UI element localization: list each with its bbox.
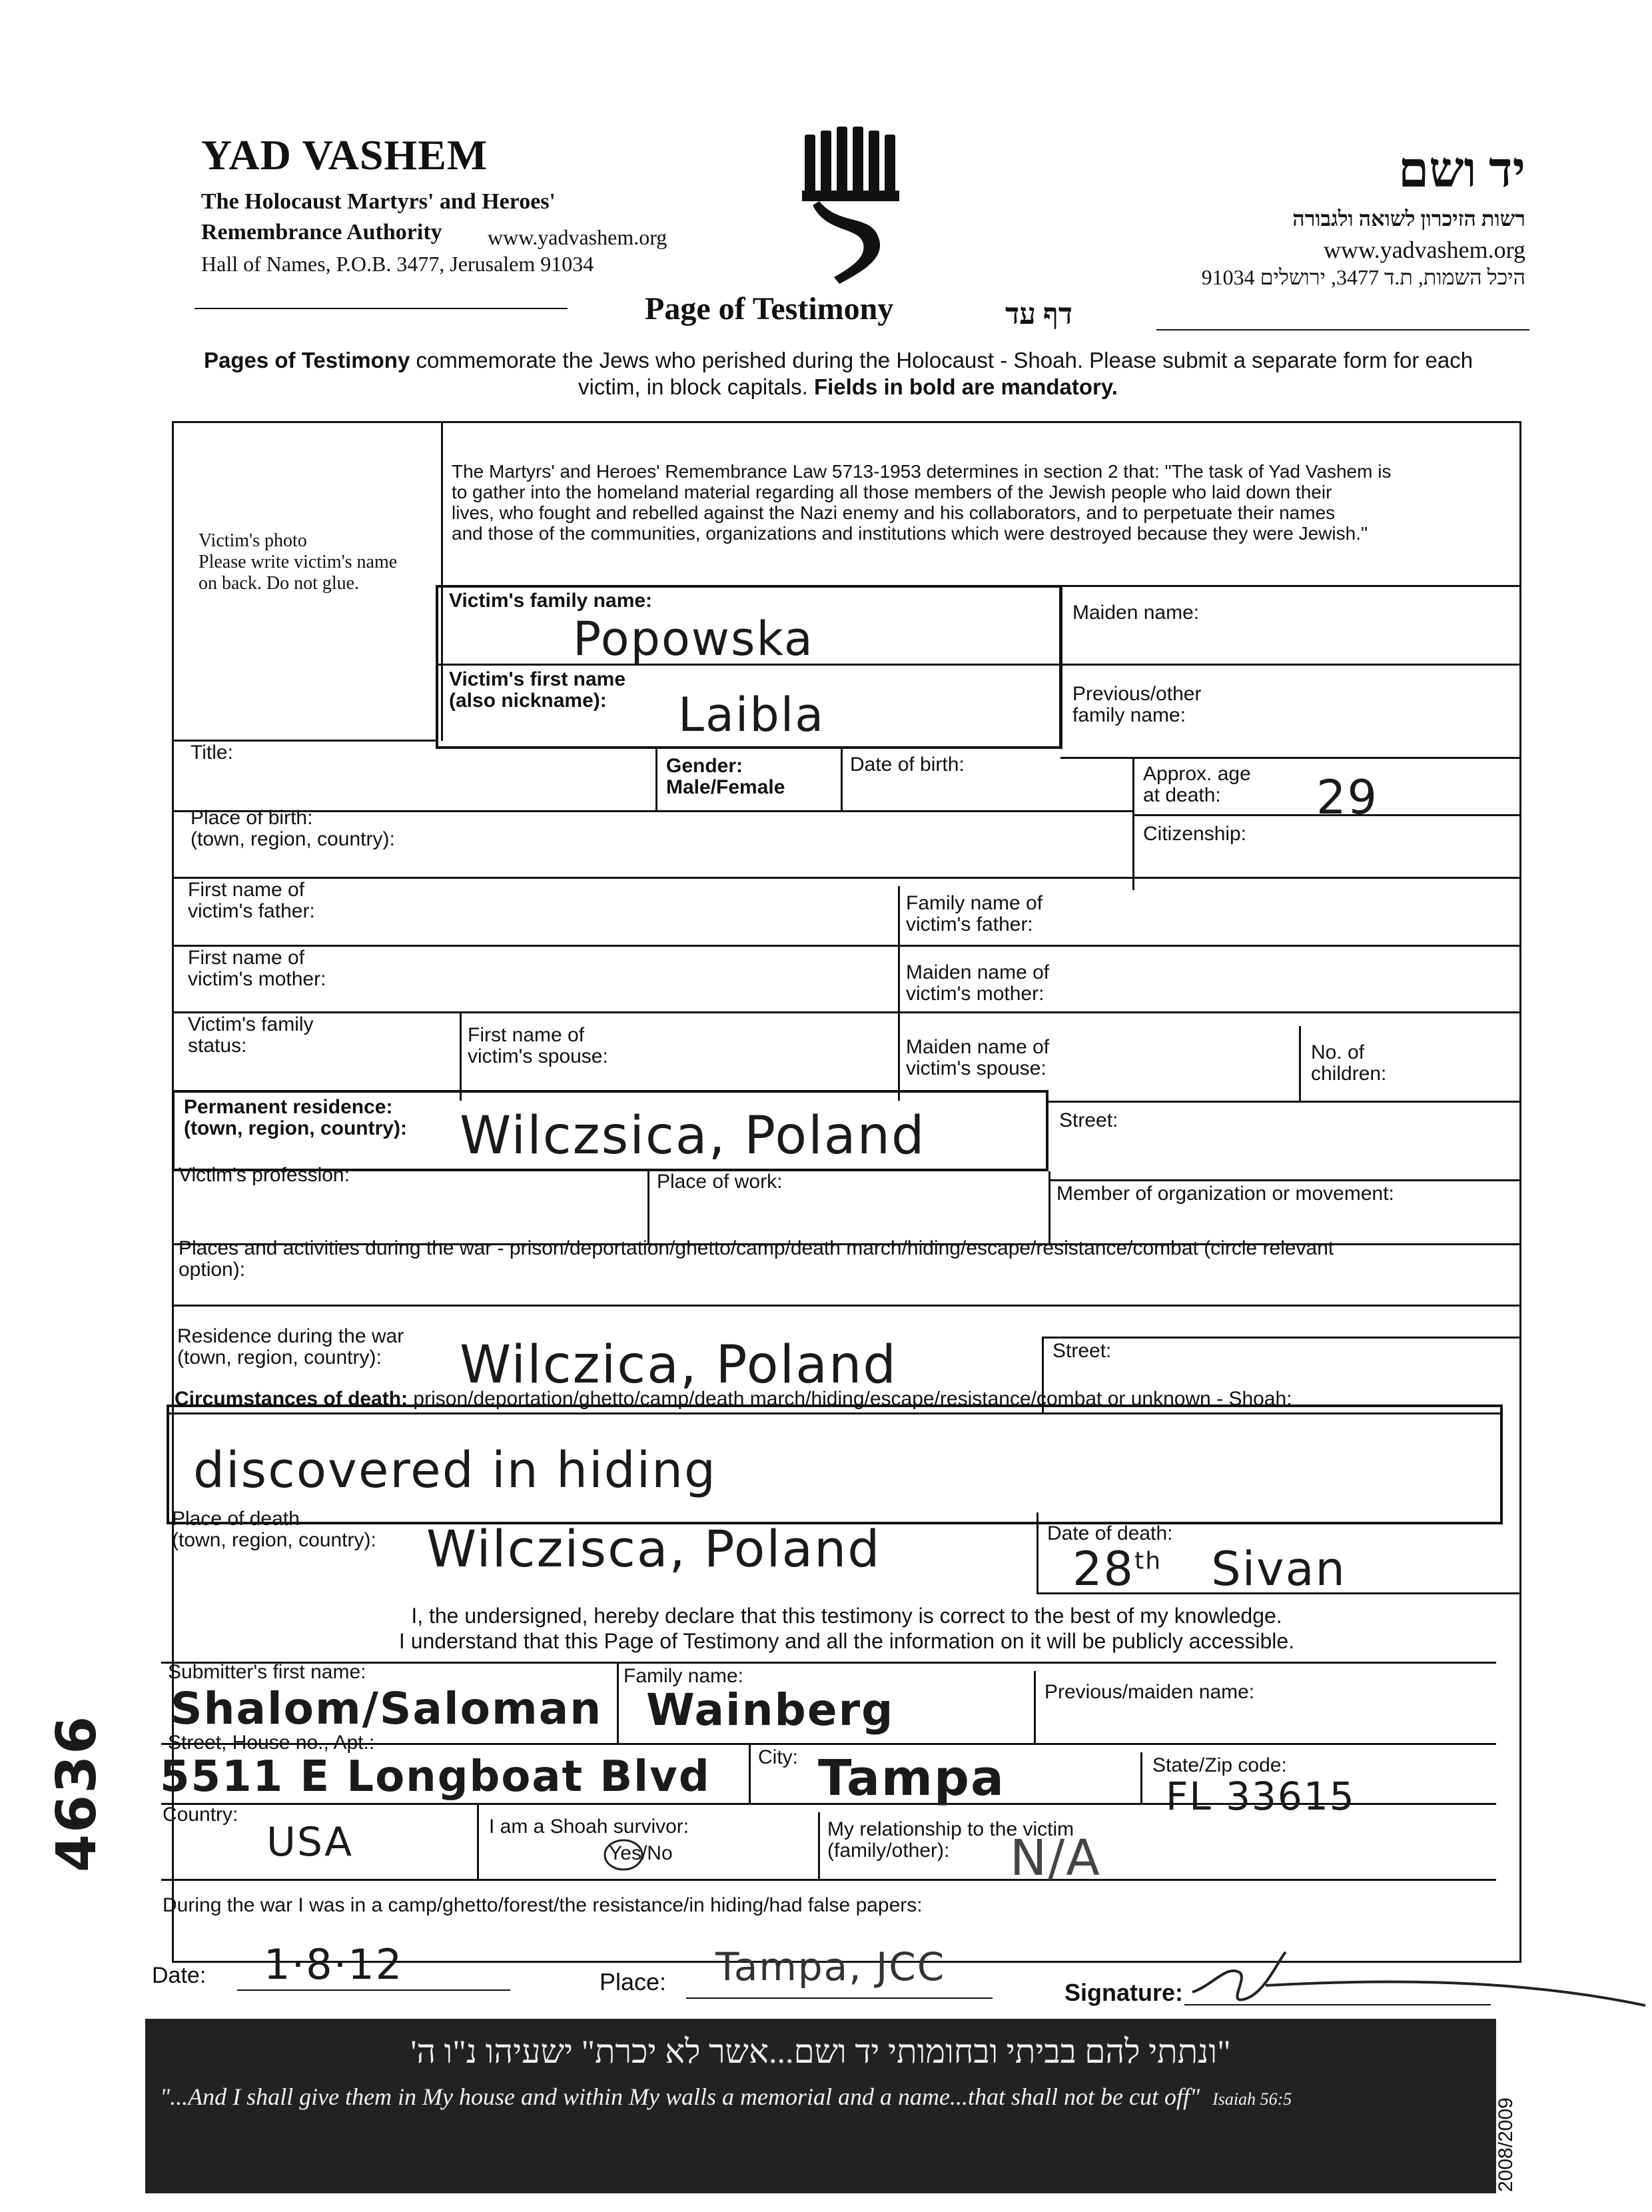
children-label-1: No. of: [1311, 1041, 1365, 1063]
date-value[interactable]: 1·8·12: [264, 1940, 404, 1989]
previous-family-label-2: family name:: [1072, 704, 1186, 726]
maiden-name-label: Maiden name:: [1072, 602, 1200, 624]
mother-maiden-label-2: victim's mother:: [906, 983, 1044, 1005]
declaration-line-2: I understand that this Page of Testimony and all the information on it will be publicly accessible.: [398, 1629, 1295, 1653]
page-title: Page of Testimony: [645, 291, 894, 326]
pob-label-2: (town, region, country):: [191, 828, 395, 850]
div-dod: [1036, 1512, 1038, 1592]
div-sub-city: [749, 1743, 751, 1803]
perm-residence-value[interactable]: Wilczsica, Poland: [460, 1106, 926, 1166]
gender-label-1: Gender:: [666, 755, 743, 777]
spouse-maiden-label-1: Maiden name of: [906, 1036, 1050, 1058]
intro-line-1: [204, 348, 1473, 373]
hebrew-address: היכל השמות, ת.ד 3477, ירושלים 91034: [1201, 265, 1525, 289]
rule-mother: [172, 945, 1521, 947]
org-subtitle: The Holocaust Martyrs' and Heroes': [201, 189, 556, 214]
header-rule-left: [195, 308, 568, 309]
age-value[interactable]: 29: [1316, 770, 1379, 825]
org-subtitle-2: Remembrance Authority: [201, 220, 442, 245]
place-label: Place:: [600, 1968, 667, 1995]
father-first-label: [188, 879, 315, 922]
relation-value[interactable]: N/A: [1010, 1830, 1101, 1887]
age-label: [1143, 764, 1251, 806]
circumstances-label-bold: Circumstances of death:: [175, 1388, 408, 1410]
relation-label-2: (family/other):: [827, 1840, 950, 1862]
mother-maiden-label: [906, 962, 1049, 1005]
pod-label: [172, 1508, 376, 1551]
war-street-label: Street:: [1052, 1340, 1112, 1362]
pob-label-1: Place of birth:: [191, 807, 313, 829]
war-residence-label-1: Residence during the war: [177, 1325, 404, 1347]
work-label: Place of work:: [657, 1171, 783, 1193]
spouse-first-label: [468, 1025, 608, 1067]
survivor-yes-no[interactable]: Yes/No: [609, 1842, 673, 1864]
date-label: Date:: [152, 1963, 206, 1988]
photo-label-2: Please write victim's name: [199, 552, 398, 572]
places-label: [179, 1238, 1334, 1281]
div-relation: [818, 1812, 820, 1879]
dod-suffix: th: [1134, 1547, 1162, 1575]
declaration-line-1: I, the undersigned, hereby declare that this testimony is correct to the best of my knowledge.: [411, 1604, 1282, 1628]
family-status-label-1: Victim's family: [188, 1013, 314, 1035]
mother-first-label-1: First name of: [188, 947, 305, 969]
rule-father: [172, 877, 1521, 879]
submitter-first-value[interactable]: Shalom/Saloman: [171, 1683, 603, 1734]
war-residence-label-2: (town, region, country):: [177, 1347, 382, 1369]
spouse-maiden-label: [906, 1037, 1049, 1079]
rule-title-2: [1060, 757, 1521, 759]
place-line: [686, 1997, 993, 1999]
submitter-state-value[interactable]: FL 33615: [1166, 1774, 1356, 1819]
children-label: [1311, 1042, 1386, 1085]
org-address: Hall of Names, P.O.B. 3477, Jerusalem 91034: [201, 252, 594, 276]
org-website[interactable]: www.yadvashem.org: [488, 225, 667, 249]
banner-english-quote: "...And I shall give them in My house and within My walls a memorial and a name...that shall not be cut off": [160, 2083, 1200, 2110]
family-status-label: [188, 1014, 314, 1057]
survivor-circle-mark: [602, 1836, 645, 1874]
citizenship-label: Citizenship:: [1143, 823, 1247, 845]
circumstances-label: [175, 1388, 1292, 1410]
pob-label: [191, 808, 395, 850]
places-label-2: option):: [179, 1259, 246, 1281]
relation-label-1: My relationship to the victim: [827, 1818, 1074, 1840]
submitter-street-label: Street, House no., Apt.:: [168, 1732, 375, 1754]
signature-mark-icon: [1186, 1939, 1652, 2019]
profession-label: Victim's profession:: [179, 1164, 350, 1186]
banner-hebrew: "ונתתי להם בביתי ובחומותי יד ושם...אשר לא יכרת" ישעיהו נ"ו ה': [410, 2033, 1231, 2070]
pod-label-2: (town, region, country):: [172, 1529, 376, 1551]
photo-label-3: on back. Do not glue.: [199, 573, 360, 594]
intro-text-2: victim, in block capitals.: [578, 374, 814, 399]
submitter-family-value[interactable]: Wainberg: [646, 1684, 895, 1736]
intro-bold: Pages of Testimony: [204, 348, 410, 372]
first-name-value[interactable]: Laibla: [678, 688, 825, 742]
father-first-label-1: First name of: [188, 879, 305, 901]
perm-residence-label-2: (town, region, country):: [184, 1117, 407, 1139]
pod-label-1: Place of death: [172, 1508, 300, 1530]
first-name-label-2: (also nickname):: [449, 690, 607, 712]
gender-label-2: Male/Female: [666, 776, 785, 798]
side-number: 4636: [45, 1714, 109, 1872]
law-line-1: The Martyrs' and Heroes' Remembrance Law 5713-1953 determines in section 2 that: "The task of Yad Vashem is: [452, 461, 1392, 482]
rule-profession: [1048, 1179, 1521, 1181]
age-label-2: at death:: [1143, 784, 1221, 806]
dod-month: Sivan: [1211, 1542, 1346, 1596]
div-survivor: [477, 1803, 479, 1879]
mother-maiden-label-1: Maiden name of: [906, 961, 1050, 983]
father-first-label-2: victim's father:: [188, 900, 315, 922]
places-label-1: Places and activities during the war - prison/deportation/ghetto/camp/death march/hiding/escape/resistance/combat (circle relevant: [179, 1237, 1334, 1259]
father-family-label-2: victim's father:: [906, 913, 1033, 935]
first-name-label: [449, 669, 625, 712]
div-father: [898, 886, 900, 1101]
rule-perm: [1048, 1101, 1521, 1103]
div-work: [647, 1171, 649, 1243]
div-children: [1299, 1026, 1301, 1101]
div-maiden: [1060, 585, 1062, 749]
mother-first-label: [188, 947, 326, 990]
date-line: [237, 1989, 510, 1991]
father-family-label-1: Family name of: [906, 892, 1043, 914]
submitter-family-label: Family name:: [623, 1665, 744, 1687]
rule-circ: [167, 1412, 1503, 1414]
age-label-1: Approx. age: [1143, 763, 1251, 785]
children-label-2: children:: [1311, 1063, 1387, 1085]
photo-label: [199, 530, 397, 594]
dod-value[interactable]: [1072, 1542, 1346, 1596]
survivor-label: I am a Shoah survivor:: [489, 1816, 689, 1838]
dod-day: 28: [1072, 1542, 1135, 1596]
intro-text: commemorate the Jews who perished during the Holocaust - Shoah. Please submit a separate form for each: [410, 348, 1473, 372]
div-spouse: [460, 1013, 462, 1101]
photo-label-1: Victim's photo: [199, 530, 307, 551]
family-name-label: Victim's family name:: [449, 590, 653, 612]
form-year: 2008/2009: [1495, 2097, 1517, 2192]
law-line-2: to gather into the homeland material regarding all those members of the Jewish people who laid down their: [452, 482, 1332, 502]
submitter-prev-label: Previous/maiden name:: [1044, 1681, 1255, 1703]
dod-label: Date of death:: [1047, 1522, 1173, 1544]
spouse-maiden-label-2: victim's spouse:: [906, 1057, 1046, 1079]
law-text: [452, 461, 1391, 544]
signature-label: Signature:: [1064, 1979, 1184, 2006]
pod-value[interactable]: Wilczisca, Poland: [426, 1519, 881, 1578]
gender-label: [666, 756, 785, 798]
rule-war-res: [172, 1305, 1521, 1307]
org-name: YAD VASHEM: [201, 131, 488, 179]
law-line-3: lives, who fought and rebelled against the Nazi enemy and his collaborators, and to perpetuate their names: [452, 502, 1336, 523]
banner-english: [160, 2083, 1485, 2111]
div-sub-prev: [1034, 1671, 1036, 1743]
div-sub-state: [1140, 1752, 1142, 1803]
submitter-country-label: Country:: [163, 1804, 238, 1826]
war-residence-label: [177, 1326, 404, 1369]
rule-during-war: [161, 1879, 1496, 1881]
family-status-label-2: status:: [188, 1035, 247, 1057]
family-name-value[interactable]: Popowska: [573, 612, 814, 666]
submitter-street-value[interactable]: 5511 E Longboat Blvd: [160, 1752, 711, 1802]
mother-first-label-2: victim's mother:: [188, 968, 326, 990]
perm-residence-label-1: Permanent residence:: [184, 1096, 393, 1118]
submitter-city-label: City:: [758, 1746, 798, 1768]
previous-family-label: [1072, 684, 1201, 726]
div-dob: [841, 749, 843, 810]
spouse-first-label-2: victim's spouse:: [468, 1045, 608, 1067]
hebrew-website[interactable]: www.yadvashem.org: [1324, 237, 1525, 263]
rule-war-street: [1042, 1337, 1521, 1339]
header-rule-right: [1156, 329, 1529, 330]
circumstances-label-options: prison/deportation/ghetto/camp/death march/hiding/escape/resistance/combat or unknown - Shoah:: [408, 1388, 1292, 1410]
intro-line-2: [578, 374, 1118, 400]
place-value[interactable]: Tampa, JCC: [715, 1944, 946, 1989]
father-family-label: [906, 893, 1042, 935]
during-war-label: During the war I was in a camp/ghetto/forest/the resistance/in hiding/had false papers:: [163, 1894, 923, 1916]
submitter-city-value[interactable]: Tampa: [818, 1750, 1005, 1807]
first-name-label-1: Victim's first name: [449, 668, 626, 690]
war-residence-value[interactable]: Wilczica, Poland: [460, 1335, 897, 1395]
hebrew-page-title: דף עד: [1005, 298, 1072, 330]
spouse-first-label-1: First name of: [468, 1024, 585, 1046]
previous-family-label-1: Previous/other: [1072, 683, 1202, 705]
hebrew-org-subtitle: רשות הזיכרון לשואה ולגבורה: [1292, 207, 1525, 231]
div-gender: [655, 749, 657, 810]
div-member: [1048, 1171, 1050, 1243]
hebrew-org-name: יד ושם: [1398, 143, 1525, 198]
rule-spouse: [172, 1011, 1521, 1013]
div-age: [1132, 757, 1134, 890]
submitter-first-label: Submitter's first name:: [168, 1661, 366, 1683]
law-line-4: and those of the communities, organizations and institutions which were destroyed because they were Jewish.": [452, 523, 1368, 544]
submitter-country-value[interactable]: USA: [266, 1819, 354, 1866]
declaration: [172, 1603, 1521, 1654]
yad-vashem-logo-icon: [799, 127, 906, 286]
title-label: Title:: [191, 742, 233, 764]
div-sub-family: [617, 1662, 619, 1743]
banner-reference: Isaiah 56:5: [1212, 2089, 1292, 2109]
street-label: Street:: [1059, 1109, 1118, 1131]
member-label: Member of organization or movement:: [1056, 1183, 1394, 1205]
intro-mandatory: Fields in bold are mandatory.: [813, 374, 1118, 399]
perm-residence-label: [184, 1097, 407, 1139]
circumstances-value[interactable]: discovered in hiding: [193, 1442, 717, 1499]
submitter-state-label: State/Zip code:: [1152, 1754, 1287, 1776]
dob-label: Date of birth:: [850, 754, 965, 776]
